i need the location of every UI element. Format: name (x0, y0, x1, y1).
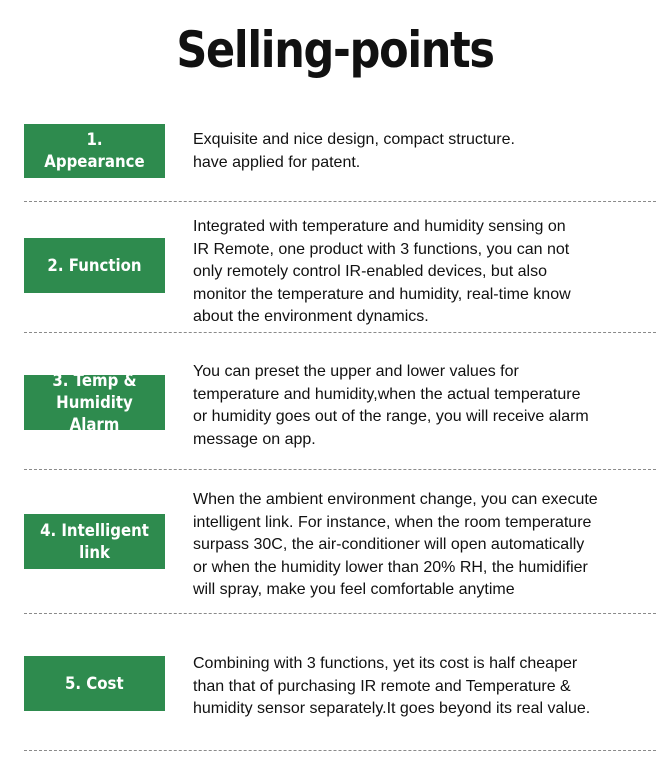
temp-humidity-alarm-label (24, 370, 165, 435)
function-label (24, 238, 165, 293)
divider (24, 613, 656, 614)
divider (24, 469, 656, 470)
function-description: Integrated with temperature and humidity sensing on IR Remote, one product with 3 functions, you can not only remotely control IR-enabled devices, but also monitor the temperature and humidity, real-time know about the environment dynamics. (193, 218, 571, 325)
cost-label (24, 656, 165, 711)
appearance-label (24, 124, 165, 178)
temp-humidity-alarm-description: You can preset the upper and lower values for temperature and humidity,when the actual temperature or humidity goes out of the range, you will receive alarm message on app. (193, 363, 589, 448)
page-title: Selling-points (176, 21, 494, 79)
cost-description: Combining with 3 functions, yet its cost is half cheaper than that of purchasing IR remote and Temperature & humidity sensor separately.It goes beyond its real value. (193, 655, 591, 717)
appearance-description: Exquisite and nice design, compact structure. have applied for patent. (193, 131, 515, 171)
divider (24, 750, 656, 751)
intelligent-link-description: When the ambient environment change, you can execute intelligent link. For instance, when the room temperature surpass 30C, the air-conditioner will open automatically or when the humidity lower than 20% RH, the humidifier will spray, make you feel comfortable anytime (193, 491, 598, 598)
intelligent-link-label-text: 4. Intelligent link (40, 520, 149, 563)
cost-label-text: 5. Cost (65, 673, 124, 694)
intelligent-link-label (24, 514, 165, 569)
divider (24, 332, 656, 333)
appearance-label-text: 1. Appearance (44, 130, 145, 172)
divider (24, 201, 656, 202)
function-label-text: 2. Function (47, 255, 142, 276)
temp-humidity-alarm-label-text: 3. Temp & Humidity Alarm (52, 370, 137, 435)
